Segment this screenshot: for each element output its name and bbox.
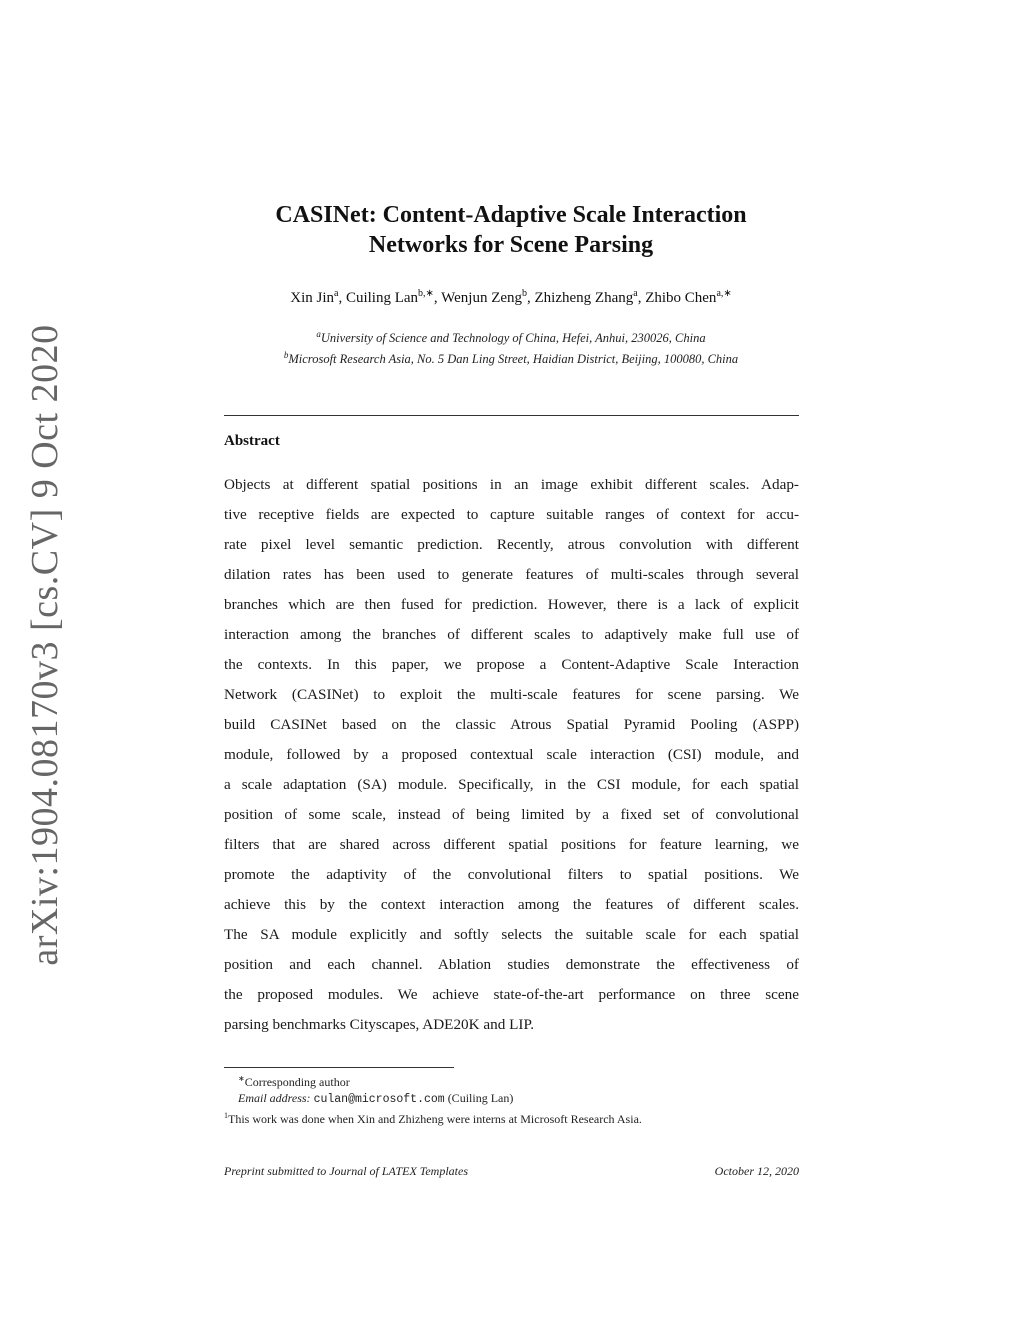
abstract-line: branches which are then fused for prediction. However, there is a lack of explicit <box>224 596 799 613</box>
abstract-line: Objects at different spatial positions in an image exhibit different scales. Adap- <box>224 476 799 493</box>
footnote-rule <box>224 1067 454 1068</box>
arxiv-identifier[interactable]: arXiv:1904.08170v3 [cs.CV] 9 Oct 2020 <box>24 324 66 966</box>
author-list: Xin Jin$^a$, Cuiling Lan$^{b,∗}$, Wenjun Zeng$^b$, Zhizheng Zhang$^a$, Zhibo Chen$^{a,∗}$ <box>290 288 732 306</box>
title-line: Networks for Scene Parsing <box>368 232 654 258</box>
abstract-line: position of some scale, instead of being limited by a fixed set of convolutional <box>224 806 799 823</box>
title-block <box>222 200 800 260</box>
abstract-line: a scale adaptation (SA) module. Specifically, in the CSI module, for each spatial <box>224 776 799 793</box>
abstract-line: the proposed modules. We achieve state-of-the-art performance on three scene <box>224 986 799 1003</box>
abstract-line: Network (CASINet) to exploit the multi-scale features for scene parsing. We <box>224 686 799 703</box>
author: Xin Jin$^a$ <box>290 288 339 306</box>
abstract-line: position and each channel. Ablation studies demonstrate the effectiveness of <box>224 956 799 973</box>
affiliation: $^a$University of Science and Technology of China, Hefei, Anhui, 230026, China <box>316 329 706 346</box>
author: Zhibo Chen$^{a,∗}$ <box>645 288 732 306</box>
abstract-line: tive receptive fields are expected to capture suitable ranges of context for accu- <box>224 506 799 523</box>
email-link[interactable]: culan@microsoft.com <box>313 1093 445 1106</box>
abstract-line: dilation rates has been used to generate features of multi-scales through several <box>224 566 799 583</box>
preprint-date: October 12, 2020 <box>714 1164 799 1178</box>
abstract-top-rule <box>224 415 799 416</box>
footnote-1: $^1$This work was done when Xin and Zhizheng were interns at Microsoft Research Asia. <box>224 1111 642 1126</box>
author: Wenjun Zeng$^b$ <box>441 288 528 306</box>
footnote-email: Email address: culan@microsoft.com (Cuiling Lan) <box>238 1091 514 1106</box>
footnote-corresponding: ∗Corresponding author <box>238 1074 350 1089</box>
abstract-line: the contexts. In this paper, we propose a Content-Adaptive Scale Interaction <box>224 656 799 673</box>
abstract-line: build CASINet based on the classic Atrous Spatial Pyramid Pooling (ASPP) <box>224 716 799 733</box>
paper-title <box>222 200 800 260</box>
affiliations <box>222 326 800 368</box>
abstract-body <box>224 470 799 1040</box>
abstract-line: module, followed by a proposed contextual scale interaction (CSI) module, and <box>224 746 799 763</box>
affiliation: $^b$Microsoft Research Asia, No. 5 Dan Ling Street, Haidian District, Beijing, 100080, China <box>283 350 739 367</box>
preprint-journal: Preprint submitted to Journal of LATEX Templates <box>224 1164 469 1178</box>
abstract-line: parsing benchmarks Cityscapes, ADE20K and LIP. <box>224 1016 535 1033</box>
footnotes <box>224 1071 799 1127</box>
title-line: CASINet: Content-Adaptive Scale Interaction <box>275 202 747 228</box>
abstract-line: achieve this by the context interaction among the features of different scales. <box>224 896 799 913</box>
author: Cuiling Lan$^{b,∗}$ <box>345 288 434 306</box>
abstract-heading: Abstract <box>224 433 280 449</box>
abstract-line: filters that are shared across different spatial positions for feature learning, we <box>224 836 799 853</box>
abstract-line: rate pixel level semantic prediction. Recently, atrous convolution with different <box>224 536 799 553</box>
abstract-line: promote the adaptivity of the convolutional filters to spatial positions. We <box>224 866 799 883</box>
abstract-line: The SA module explicitly and softly selects the suitable scale for each spatial <box>224 926 799 943</box>
abstract-line: interaction among the branches of different scales to adaptively make full use of <box>224 626 799 643</box>
author: Zhizheng Zhang$^a$ <box>534 288 638 306</box>
